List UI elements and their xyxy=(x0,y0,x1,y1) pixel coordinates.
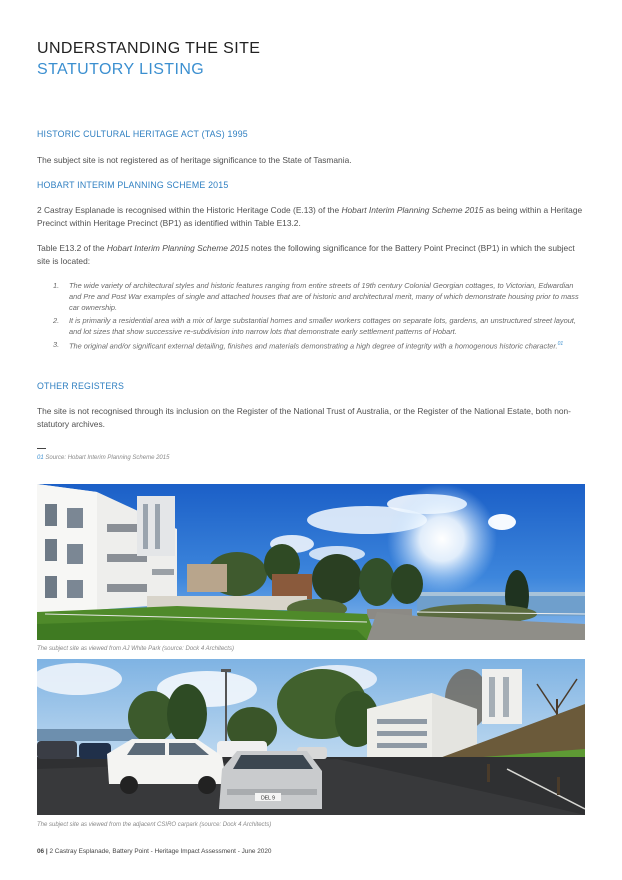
footnote-rule xyxy=(37,448,46,449)
car-number-plate: DEL 9 xyxy=(261,795,275,802)
para1-text-b: as being within a Heritage Precinct within Heritage Precinct (BP1) as identified within Table E13.2. xyxy=(37,205,583,228)
page-subtitle: STATUTORY LISTING xyxy=(37,61,205,78)
list-item xyxy=(37,339,587,351)
para1-text-a: 2 Castray Esplanade is recognised within the Historic Heritage Code (E.13) of the xyxy=(37,205,342,215)
list-item-number: 2. xyxy=(53,316,60,325)
footnote-text: Source: Hobart Interim Planning Scheme 2015 xyxy=(43,455,170,461)
list-item-text: The wide variety of architectural styles and historic features ranging from entire streets of 19th century Colonial Georgian cottages, to Victorian, Edwardian and Pre and Post War examples of single and attached houses that are of historic and architectural merit, many of which demonstrate housing prior to mass car ownership. xyxy=(69,281,579,312)
page-title: UNDERSTANDING THE SITE xyxy=(37,40,261,57)
photo-csiro-carpark xyxy=(37,659,585,815)
footnote-marker: 01 xyxy=(557,341,564,347)
other-registers-heading: OTHER REGISTERS xyxy=(37,381,125,391)
para2-text-b: notes the following significance for the Battery Point Precinct (BP1) in which the subject site is located: xyxy=(37,243,575,266)
list-item-number: 3. xyxy=(53,340,60,349)
footnote-number: 01 xyxy=(37,455,44,461)
planning-scheme-paragraph-1 xyxy=(37,204,587,230)
heritage-act-body: The subject site is not registered as of heritage significance to the State of Tasmania. xyxy=(37,155,352,165)
planning-scheme-heading: HOBART INTERIM PLANNING SCHEME 2015 xyxy=(37,180,229,190)
photo-1-caption: The subject site as viewed from AJ White Park (source: Dock 4 Architects) xyxy=(37,646,234,652)
photo-aj-white-park xyxy=(37,484,585,640)
photo-2-caption: The subject site as viewed from the adjacent CSIRO carpark (source: Dock 4 Architects) xyxy=(37,822,272,828)
page-footer xyxy=(37,848,271,855)
footer-page-number: 06 | xyxy=(37,848,48,855)
planning-scheme-paragraph-2 xyxy=(37,242,587,268)
para1-scheme-name: Hobart Interim Planning Scheme 2015 xyxy=(341,205,484,215)
para2-scheme-name: Hobart Interim Planning Scheme 2015 xyxy=(106,243,249,253)
list-item-number: 1. xyxy=(53,281,60,290)
significance-list xyxy=(37,280,587,353)
heritage-act-heading: HISTORIC CULTURAL HERITAGE ACT (TAS) 1995 xyxy=(37,129,248,139)
para2-text-a: Table E13.2 of the xyxy=(37,243,107,253)
footnote xyxy=(37,455,169,461)
other-registers-body: The site is not recognised through its inclusion on the Register of the National Trust of Australia, or the Register of the National Estate, both non-statutory archives. xyxy=(37,406,571,429)
list-item-text: The original and/or significant external detailing, finishes and materials demonstrating a high degree of integrity with a homogenous historic character. xyxy=(69,341,558,351)
list-item xyxy=(37,280,587,313)
list-item-text: It is primarily a residential area with a mix of large substantial homes and smaller workers cottages on separate lots, gardens, an unstructured street layout, and lot sizes that show successive re-subdivision into narrow lots that demonstrate early settlement patterns of Hobart. xyxy=(69,316,576,336)
list-item xyxy=(37,315,587,337)
footer-text: 2 Castray Esplanade, Battery Point - Heritage Impact Assessment - June 2020 xyxy=(47,848,272,855)
